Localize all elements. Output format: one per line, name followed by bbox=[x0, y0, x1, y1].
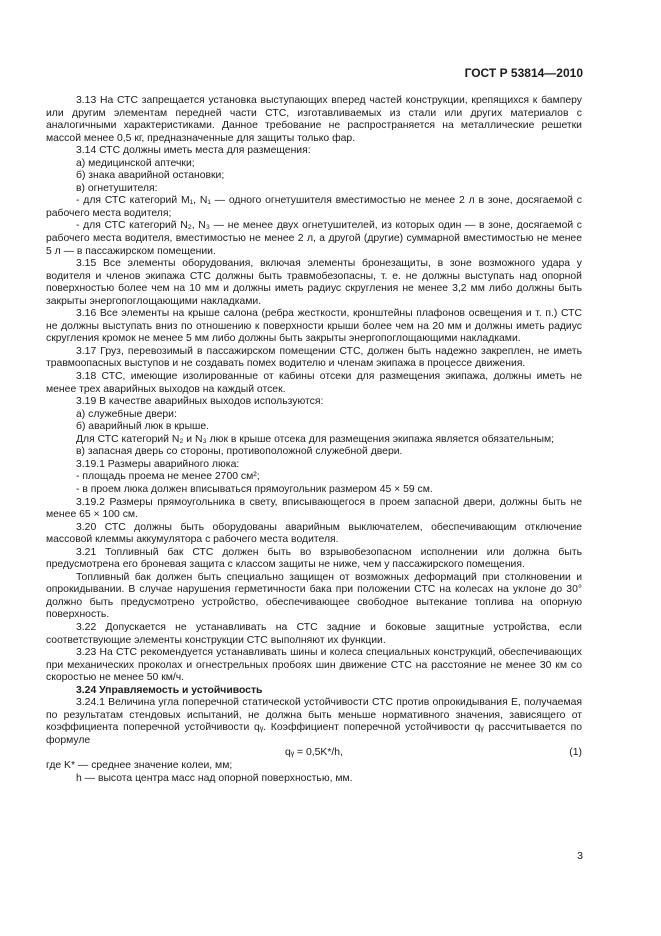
clause-3-15: 3.15 Все элементы оборудования, включая элементы бронезащиты, в зоне возможного удара у водителя и членов экипажа СТС должны быть травмобезопасны, т. е. не должны выступать над опорной поверхностью более чем на 10 мм и должны иметь радиус скругления не менее 3,2 мм либо должны быть закрыты энергопоглощающими накладками. bbox=[46, 258, 582, 307]
clause-3-19: 3.19 В качестве аварийных выходов используются: bbox=[76, 396, 324, 408]
clause-3-23: 3.23 На СТС рекомендуется устанавливать шины и колеса специальных конструкций, обеспечивающих при механических проколах и огнестрельных пробоях шин движение СТС на расстояние не менее 30 км со скоростью не менее 50 км/ч. bbox=[46, 647, 582, 684]
standard-header: ГОСТ Р 53814—2010 bbox=[464, 66, 583, 80]
list-item-b: б) аварийный люк в крыше. bbox=[76, 421, 210, 433]
document-body bbox=[46, 95, 582, 785]
fuel-tank-note: Топливный бак должен быть специально защищен от возможных деформаций при столкновении и опрокидывании. В случае нарушения герметичности бака при положении СТС на колесах на уклоне до 30° должно быть предусмотрено устройство, обеспечивающее свободное вытекание топлива на опорную поверхность. bbox=[46, 571, 582, 621]
clause-3-16: 3.16 Все элементы на крыше салона (ребра жесткости, кронштейны плафонов освещения и т. п.) СТС не должны выступать вниз по отношению к поверхности крыши более чем на 20 мм и должны иметь радиус скругления кромок не менее 5 мм либо должны быть закрыты энергопоглощающими накладками. bbox=[46, 308, 582, 345]
clause-3-13: 3.13 На СТС запрещается установка выступающих вперед частей конструкции, крепящихся к бамперу или другим элементам передней части СТС, изготавливаемых из стали или других материалов с аналогичными характеристиками. Данное требование не распространяется на металлические решетки массой менее 0,5 кг, предназначенные для защиты только фар. bbox=[46, 95, 582, 144]
hatch-note: Для СТС категорий N₂ и N₃ люк в крыше отсека для размещения экипажа является обязательным; bbox=[76, 433, 555, 445]
list-item-a: а) медицинской аптечки; bbox=[76, 157, 195, 169]
dash-item-area: - площадь проема не менее 2700 см²; bbox=[76, 471, 260, 483]
page-number: 3 bbox=[577, 850, 583, 862]
list-item-v: в) запасная дверь со стороны, противоположной служебной двери. bbox=[76, 446, 403, 458]
clause-3-14: 3.14 СТС должны иметь места для размещения: bbox=[76, 145, 311, 157]
formula-number: (1) bbox=[569, 747, 582, 759]
where-h: h — высота центра масс над опорной поверхностью, мм. bbox=[76, 772, 353, 784]
clause-3-18: 3.18 СТС, имеющие изолированные от кабины отсеки для размещения экипажа, должны иметь не менее трех аварийных выходов на каждый отсек. bbox=[46, 371, 582, 395]
clause-3-22: 3.22 Допускается не устанавливать на СТС задние и боковые защитные устройства, если соответствующие элементы конструкции СТС выполняют их функции. bbox=[46, 621, 582, 646]
dash-item-rect: - в проем люка должен вписываться прямоугольник размером 45 × 59 см. bbox=[76, 483, 433, 495]
clause-3-19-2: 3.19.2 Размеры прямоугольника в свету, вписывающегося в проем запасной двери, должны быть не менее 65 × 100 см. bbox=[46, 496, 582, 521]
section-heading-3-24: 3.24 Управляемость и устойчивость bbox=[76, 684, 263, 696]
list-item-a: а) служебные двери: bbox=[76, 408, 177, 420]
clause-3-24-1: 3.24.1 Величина угла поперечной статической устойчивости СТС против опрокидывания E, получаемая по результатам стендовых испытаний, не должна быть меньше нормативного значения, зависящего от коэффициента поперечной устойчивости qᵧ. Коэффициент поперечной устойчивости qᵧ рассчитывается по формуле bbox=[46, 697, 582, 746]
dash-item-m1: - для СТС категорий М₁, N₁ — одного огнетушителя вместимостью не менее 2 л в зоне, досягаемой с рабочего места водителя; bbox=[46, 195, 582, 219]
where-k: где K* — среднее значение колеи, мм; bbox=[46, 759, 233, 771]
formula-expression: qᵧ = 0,5K*/h, bbox=[285, 747, 343, 759]
clause-3-21: 3.21 Топливный бак СТС должен быть во взрывобезопасном исполнении или должна быть предусмотрена его броневая защита с классом защиты не ниже, чем у пассажирского помещения. bbox=[46, 546, 582, 571]
clause-3-19-1: 3.19.1 Размеры аварийного люка: bbox=[76, 458, 240, 470]
clause-3-17: 3.17 Груз, перевозимый в пассажирском помещении СТС, должен быть надежно закреплен, не иметь травмоопасных выступов и не создавать помех водителю и членам экипажа в процессе движения. bbox=[46, 345, 582, 370]
formula-1 bbox=[46, 747, 582, 760]
dash-item-n2: - для СТС категорий N₂, N₃ — не менее двух огнетушителей, из которых один — в зоне, досягаемой с рабочего места водителя, вместимостью не менее 2 л, а другой (другие) суммарной вместимостью не менее 5 л — в пассажирском помещении. bbox=[46, 220, 582, 257]
list-item-b: б) знака аварийной остановки; bbox=[76, 170, 225, 182]
clause-3-20: 3.20 СТС должны быть оборудованы аварийным выключателем, обеспечивающим отключение массовой клеммы аккумулятора с рабочего места водителя. bbox=[46, 521, 582, 546]
list-item-v: в) огнетушителя: bbox=[76, 182, 158, 194]
